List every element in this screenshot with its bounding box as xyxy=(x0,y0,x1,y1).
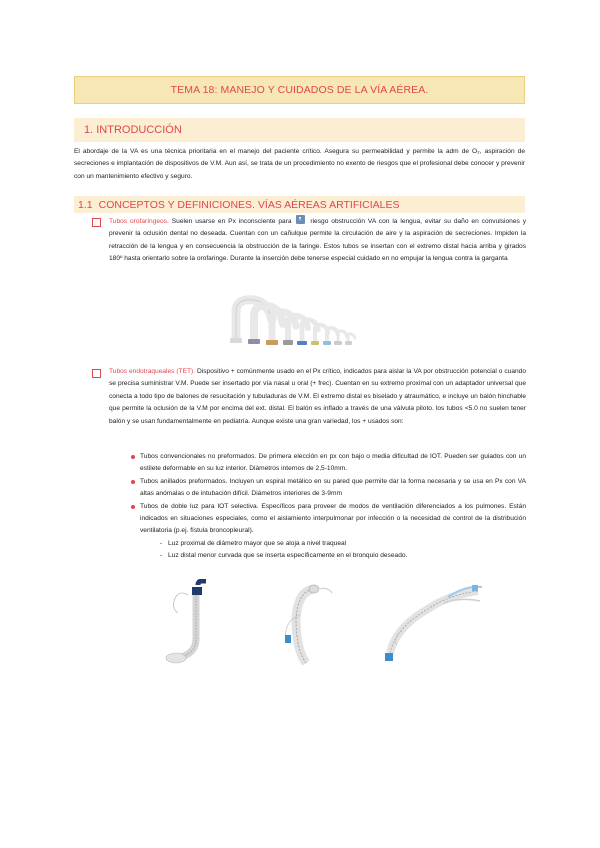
section-heading-introduccion xyxy=(74,118,525,142)
section-2-heading: CONCEPTOS Y DEFINICIONES. VÍAS AÉREAS ARTIFICIALES xyxy=(98,198,400,211)
endotraqueales-paragraph xyxy=(109,366,526,428)
orofaringeos-text-a: Suelen usarse en Px inconsciente para xyxy=(168,218,295,225)
bullet-dot-icon xyxy=(131,480,135,484)
orofaringeos-term: Tubos orofaríngeos. xyxy=(109,218,169,225)
tube-anillado-image xyxy=(166,581,206,663)
endotraqueales-term: Tubos endotraqueales (TET). xyxy=(109,368,196,375)
endotraqueales-text: Dispositivo + comúnmente usado en el Px crítico, indicados para aislar la VA por obstrucción potencial o cuando se precisa suministrar V.M. Puede ser insertado por vía nasal u oral (+ frec). Cuentan en su extremo proximal con un adaptador universal que conecta a todo tipo de balones de resucitación y tubuladuras de V.M. El extremo distal es biselado y atraumático, e incluye un balón hinchable que permite la oclusión de la V.M por encima del ext. distal. El balón es inflado a través de una válvula piloto. los tubos <5.0 no suelen tener balón y se usan fundamentalmente en pediatría. Aunque existe una gran variedad, los + usados son: xyxy=(109,368,526,425)
section-heading-conceptos xyxy=(74,196,525,213)
tube-doble-luz-image xyxy=(385,585,482,661)
checkbox-orofaringeos[interactable] xyxy=(92,218,101,227)
document-title-bar xyxy=(74,76,525,104)
list-item: Tubos de doble luz para IOT selectiva. Específicos para proveer de modos de ventilación diferenciados a los pulmones. Están indicados en situaciones especiales, como el aislamiento interpulmonar por infección o la necesidad de control de la distribución ventilatoria (p.ej. fístula broncopleural). - Luz proximal de diámetro mayor que se aloja a nivel traqueal - Luz distal menor curvada que se inserta específicamente en el bronquio deseado. xyxy=(110,501,526,563)
bullet-dot-icon xyxy=(131,455,135,459)
list-item: Tubos convencionales no preformados. De primera elección en px con bajo o media dificultad de IOT. Pueden ser guiados con un estilete deformable en su luz interior. Diámetros internos de 2,5-10mm. xyxy=(110,451,526,476)
intro-paragraph: El abordaje de la VA es una técnica prioritaria en el manejo del paciente crítico. Asegura su permeabilidad y permite la adm de O₂, aspiración de secreciones e implantación de dispositivos de V.M. Aun así, se trata de un procedimiento no exento de riesgos que el profesional debe conocer y prevenir con un mantenimiento efectivo y seguro. xyxy=(74,148,525,180)
double-lumen-sublist xyxy=(140,538,526,563)
document-title: TEMA 18: MANEJO Y CUIDADOS DE LA VÍA AÉREA. xyxy=(170,84,429,96)
endotracheal-tubes-image xyxy=(148,579,488,667)
guedel-airways-image xyxy=(228,290,368,352)
list-item: - Luz distal menor curvada que se inserta específicamente en el bronquio deseado. xyxy=(160,552,408,560)
tube-convencional-image xyxy=(285,585,332,663)
section-1-heading: 1. INTRODUCCIÓN xyxy=(84,124,182,136)
down-arrow-icon xyxy=(296,215,305,224)
tet-types-list xyxy=(110,451,526,563)
list-item: - Luz proximal de diámetro mayor que se aloja a nivel traqueal xyxy=(160,539,347,547)
list-item: Tubos anillados preformados. Incluyen un espiral metálico en su pared que permite dar la forma necesaria y se usa en Px con VA altas anómalas o de intubación difícil. Diámetros interiores de 3-9mm xyxy=(110,476,526,501)
bullet-dot-icon xyxy=(131,505,135,509)
orofaringeos-paragraph xyxy=(109,215,526,266)
checkbox-endotraqueales[interactable] xyxy=(92,369,101,378)
section-2-number: 1.1 xyxy=(78,198,93,211)
orofaringeos-text-b: riesgo obstrucción VA con la lengua, evitar su daño en convulsiones y prevenir la oclusión dental no deseada. Cuentan con un cañulque permite la circulación de aire y la aspiración de secreciones. Impiden la retracción de la lengua y en consecuencia la obstrucción de la faringe. Estos tubos se insertan con el extremo distal hacia arriba y girados 180º hasta orientarlo sobre la orofaringe. Durante la inserción debe tenerse especial cuidado en no empujar la lengua contra la garganta xyxy=(109,218,526,263)
